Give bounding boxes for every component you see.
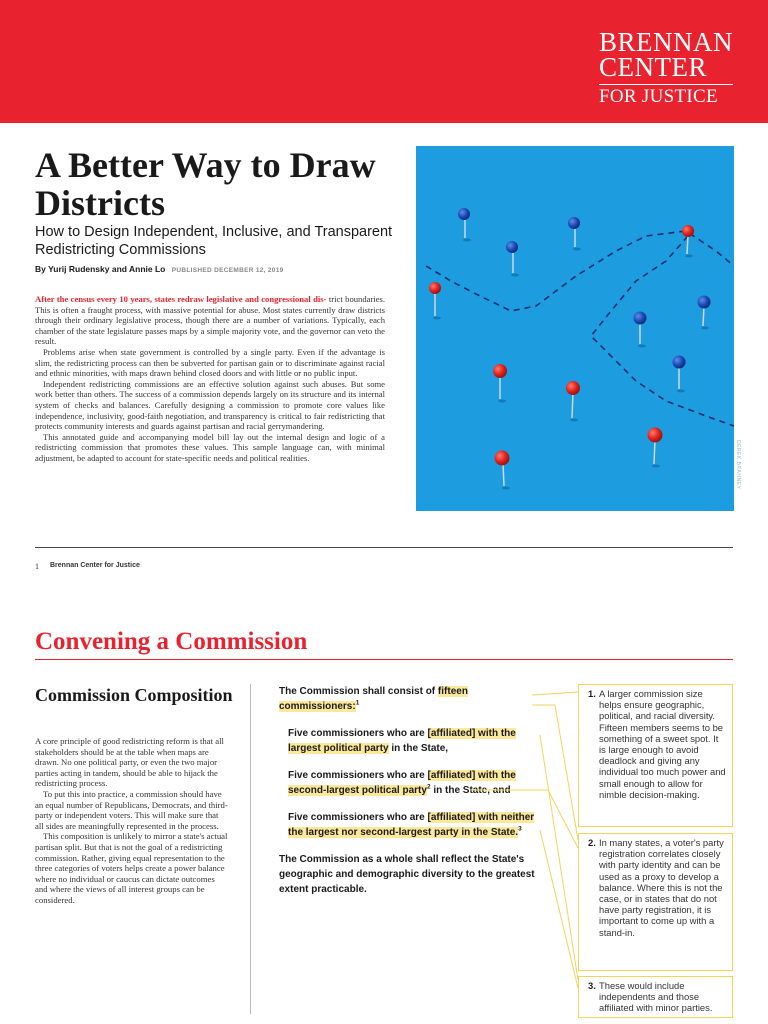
column-divider (250, 684, 251, 1014)
bill-clause (279, 810, 551, 840)
section-divider (35, 659, 733, 660)
bill-highlight: [affiliated] with the second-largest political party (288, 770, 516, 796)
intro-paragraph: Problems arise when state government is controlled by a single party. Even if the advantage is slim, the redistricting process can then be subverted for partisan gain or to discriminate against racial and ethnic minorities, with maps drawn behind closed doors and with little or no public input. (35, 346, 385, 379)
bill-clause (279, 684, 551, 714)
page-subtitle: How to Design Independent, Inclusive, and Transparent Redistricting Commissions (35, 224, 393, 258)
photo-credit (733, 440, 743, 510)
page-title: A Better Way to Draw Districts (35, 145, 376, 223)
logo-line-2: CENTER (598, 51, 707, 82)
footnote-ref[interactable]: 2 (426, 783, 431, 791)
bill-text: Five commissioners who are (288, 812, 428, 823)
left-paragraph: A core principle of good redistricting reform is that all stakeholders should be at the table when maps are drawn. No one political party, or even the two major parties acting in tandem, should be able to hijack the redistricting process. (35, 736, 224, 789)
pushpin-district-photo (416, 146, 734, 511)
note-number: 2. (588, 837, 596, 848)
intro-text (35, 294, 385, 464)
note-text: These would include independents and those affiliated with minor parties. (599, 980, 713, 1014)
byline-published-date: PUBLISHED DECEMBER 12, 2019 (171, 267, 284, 274)
bill-clause: The Commission as a whole shall reflect the State's geographic and demographic diversity to the greatest extent practicable. (279, 854, 535, 895)
annotation-note (578, 833, 733, 971)
page-number: 1 (35, 562, 39, 571)
model-bill-text (279, 684, 551, 909)
note-text: In many states, a voter's party registration correlates closely with party identity and can be used as a proxy to develop a balance. Where this is not the case, or in states that do not have party registration, it is important to come up with a stand-in. (599, 837, 724, 938)
left-paragraph: This composition is unlikely to mirror a state's actual partisan split. But that is not the goal of a redistricting commission. Rather, giving equal representation to the three categories of voters helps create a power balance where no individual or caucus can dictate outcomes and where the views of all interest groups can be considered. (35, 831, 228, 905)
section-title: Convening a Commission (35, 628, 308, 655)
bill-highlight: [affiliated] with neither the largest nor second-largest party in the State. (288, 812, 535, 838)
bill-text: in the State, (388, 743, 449, 754)
note-number: 1. (588, 688, 596, 699)
footnote-ref[interactable]: 3 (518, 825, 522, 833)
bill-text: in the State, and (430, 785, 511, 796)
annotation-note (578, 976, 733, 1018)
footer-divider (35, 547, 733, 548)
byline (35, 264, 284, 274)
intro-p1: trict boundaries. This is often a fraught process, with massive potential for abuse. Most states currently draw districts through their ordinary legislative process, though there are a number of variations. Typically, each chamber of the state legislature passes maps by a simple majority vote, and the governor can veto the result. (35, 294, 386, 347)
note-text: A larger commission size helps ensure geographic, political, and racial diversity. Fifteen members seems to be something of a sweet spot. It is large enough to avoid deadlock and giving any individual too much power and small enough to allow for nimble decision-making. (599, 688, 726, 800)
footnote-ref[interactable]: 1 (355, 699, 360, 707)
intro-paragraph: Independent redistricting commissions are an effective solution against such abuses. But some work better than others. The success of a commission depends largely on its structure and its internal system of checks and balances. Carefully designing a commission to promote core values like independence, inclusivity, good-faith negotiation, and transparency is critical to fair redistricting that protects community interests and guards against partisan and racial gerrymandering. (35, 378, 385, 432)
logo-line-1: BRENNAN (598, 27, 733, 57)
footer-org-name: Brennan Center for Justice (50, 562, 140, 569)
bill-highlight: fifteen commissioners: (279, 686, 468, 712)
bill-text: The Commission shall consist of (279, 686, 438, 697)
photo-credit-text: DEREK BRAHNEY (735, 440, 741, 490)
brennan-center-logo[interactable] (598, 27, 733, 107)
intro-paragraph (35, 294, 385, 347)
bill-text: Five commissioners who are (288, 770, 428, 781)
header-band (0, 0, 768, 123)
intro-paragraph: This annotated guide and accompanying model bill lay out the internal design and logic of a redistricting commission that promotes these values. This sample language can, with minimal adjustment, be adapted to account for state-specific needs and political realities. (35, 431, 385, 463)
pushpin-illustration (416, 146, 734, 511)
left-paragraph: To put this into practice, a commission should have an equal number of Republicans, Democrats, and third-party or independent voters. This will make sure that all sides are meaningfully represented in the process. (35, 788, 228, 831)
bill-text: Five commissioners who are (288, 728, 428, 739)
logo-line-3: FOR JUSTICE (599, 84, 733, 105)
bill-clause (279, 768, 551, 798)
left-column-text (35, 736, 228, 906)
bill-highlight: [affiliated] with the largest political party (288, 728, 516, 754)
intro-lead: After the census every 10 years, states redraw legislative and congressional dis- (35, 294, 327, 304)
annotation-note (578, 684, 733, 827)
note-number: 3. (588, 980, 596, 991)
byline-authors: By Yurij Rudensky and Annie Lo (35, 264, 166, 274)
sub-heading: Commission Composition (35, 685, 233, 705)
bill-clause (279, 726, 551, 756)
